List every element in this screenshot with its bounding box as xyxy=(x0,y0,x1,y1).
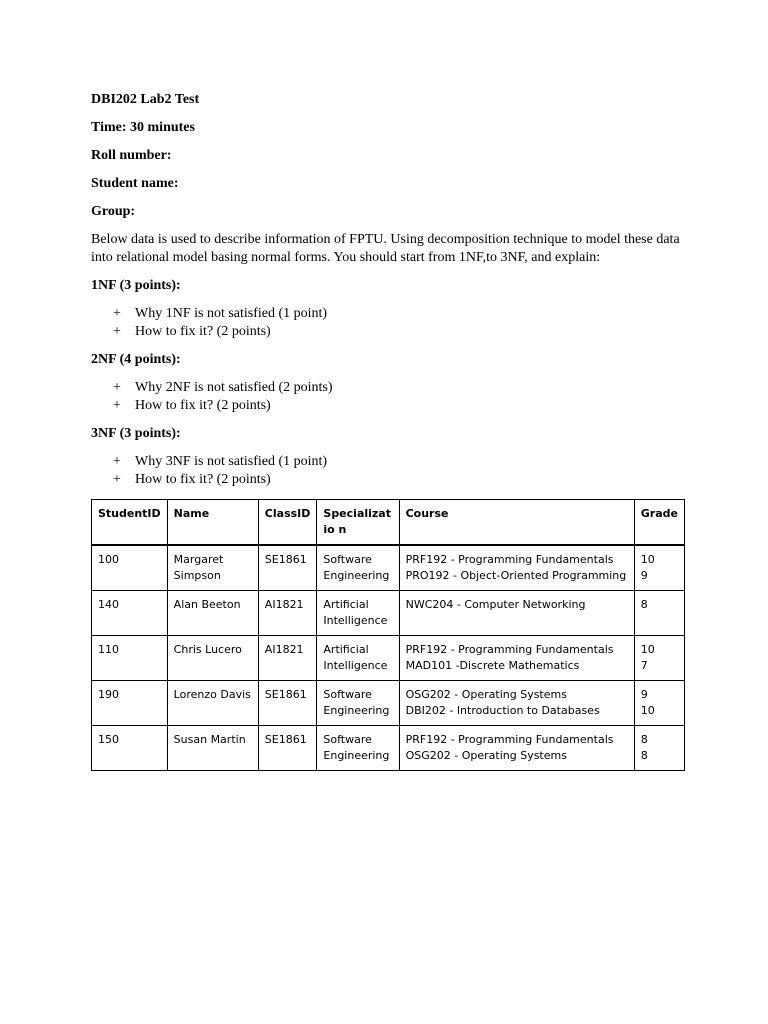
list-item-text: Why 1NF is not satisfied (1 point) xyxy=(135,306,328,321)
cell-class-id: AI1821 xyxy=(258,591,317,636)
grade-entry: 10 xyxy=(640,704,655,717)
cell-class-id: SE1861 xyxy=(258,545,317,591)
cell-name: Chris Lucero xyxy=(167,636,258,681)
table-header-row xyxy=(92,500,685,546)
cell-courses xyxy=(399,681,634,726)
section-heading: 3NF (3 points): xyxy=(91,426,181,441)
list-item-text: How to fix it? (2 points) xyxy=(135,472,271,487)
cell-class-id: AI1821 xyxy=(258,636,317,681)
section-heading: 2NF (4 points): xyxy=(91,352,181,367)
course-entry: PRF192 - Programming Fundamentals xyxy=(405,643,614,656)
student-course-table xyxy=(91,499,685,771)
cell-courses xyxy=(399,591,634,636)
cell-specialization: Artificial Intelligence xyxy=(317,636,399,681)
cell-courses xyxy=(399,726,634,771)
cell-name: Margaret Simpson xyxy=(167,545,258,591)
cell-student-id: 110 xyxy=(92,636,168,681)
cell-student-id: 150 xyxy=(92,726,168,771)
column-header-name: Name xyxy=(167,500,258,546)
grade-entry: 9 xyxy=(640,569,648,582)
plus-bullet: + xyxy=(113,454,121,469)
plus-bullet: + xyxy=(113,472,121,487)
list-item-text: Why 2NF is not satisfied (2 points) xyxy=(135,380,333,395)
list-item xyxy=(91,471,685,489)
cell-name: Susan Martin xyxy=(167,726,258,771)
list-item-text: How to fix it? (2 points) xyxy=(135,398,271,413)
column-header-course: Course xyxy=(399,500,634,546)
cell-grades xyxy=(634,545,684,591)
time-limit: Time: 30 minutes xyxy=(91,120,195,135)
list-item xyxy=(91,453,685,471)
cell-class-id: SE1861 xyxy=(258,726,317,771)
list-item xyxy=(91,397,685,415)
course-entry: PRF192 - Programming Fundamentals xyxy=(405,733,614,746)
column-header-studentid: StudentID xyxy=(92,500,168,546)
table-row xyxy=(92,681,685,726)
section-heading: 1NF (3 points): xyxy=(91,278,181,293)
cell-grades xyxy=(634,726,684,771)
cell-specialization: Artificial Intelligence xyxy=(317,591,399,636)
cell-specialization: Software Engineering xyxy=(317,726,399,771)
cell-specialization: Software Engineering xyxy=(317,545,399,591)
grade-entry: 9 xyxy=(640,688,648,701)
course-entry: OSG202 - Operating Systems xyxy=(405,688,567,701)
cell-name: Lorenzo Davis xyxy=(167,681,258,726)
grade-entry: 8 xyxy=(640,598,648,611)
list-item xyxy=(91,323,685,341)
group-label: Group: xyxy=(91,204,136,219)
table-row xyxy=(92,591,685,636)
cell-grades xyxy=(634,636,684,681)
course-entry: DBI202 - Introduction to Databases xyxy=(405,704,600,717)
cell-student-id: 140 xyxy=(92,591,168,636)
table-row xyxy=(92,636,685,681)
cell-courses xyxy=(399,545,634,591)
section-3nf xyxy=(91,425,685,489)
grade-entry: 10 xyxy=(640,553,655,566)
section-1nf xyxy=(91,277,685,341)
list-item-text: How to fix it? (2 points) xyxy=(135,324,271,339)
column-header-classid: ClassID xyxy=(258,500,317,546)
column-header-specialization: Specializatio n xyxy=(317,500,399,546)
document-title: DBI202 Lab2 Test xyxy=(91,92,200,107)
cell-specialization: Software Engineering xyxy=(317,681,399,726)
cell-student-id: 190 xyxy=(92,681,168,726)
grade-entry: 10 xyxy=(640,643,655,656)
cell-grades xyxy=(634,681,684,726)
section-2nf xyxy=(91,351,685,415)
course-entry: OSG202 - Operating Systems xyxy=(405,749,567,762)
plus-bullet: + xyxy=(113,324,121,339)
cell-name: Alan Beeton xyxy=(167,591,258,636)
plus-bullet: + xyxy=(113,398,121,413)
table-row xyxy=(92,545,685,591)
course-entry: PRF192 - Programming Fundamentals xyxy=(405,553,614,566)
cell-grades xyxy=(634,591,684,636)
section-items xyxy=(91,453,685,489)
roll-number-label: Roll number: xyxy=(91,148,172,163)
document-page xyxy=(91,91,685,771)
list-item-text: Why 3NF is not satisfied (1 point) xyxy=(135,454,328,469)
plus-bullet: + xyxy=(113,380,121,395)
list-item xyxy=(91,305,685,323)
grade-entry: 8 xyxy=(640,733,648,746)
intro-paragraph: Below data is used to describe information of FPTU. Using decomposition technique to model these data into relational model basing normal forms. You should start from 1NF,to 3NF, and explain: xyxy=(91,232,680,265)
cell-class-id: SE1861 xyxy=(258,681,317,726)
section-items xyxy=(91,305,685,341)
section-items xyxy=(91,379,685,415)
course-entry: NWC204 - Computer Networking xyxy=(405,598,586,611)
student-name-label: Student name: xyxy=(91,176,179,191)
cell-student-id: 100 xyxy=(92,545,168,591)
grade-entry: 8 xyxy=(640,749,648,762)
plus-bullet: + xyxy=(113,306,121,321)
cell-courses xyxy=(399,636,634,681)
course-entry: MAD101 -Discrete Mathematics xyxy=(405,659,580,672)
course-entry: PRO192 - Object-Oriented Programming xyxy=(405,569,627,582)
column-header-grade: Grade xyxy=(634,500,684,546)
list-item xyxy=(91,379,685,397)
grade-entry: 7 xyxy=(640,659,648,672)
table-row xyxy=(92,726,685,771)
